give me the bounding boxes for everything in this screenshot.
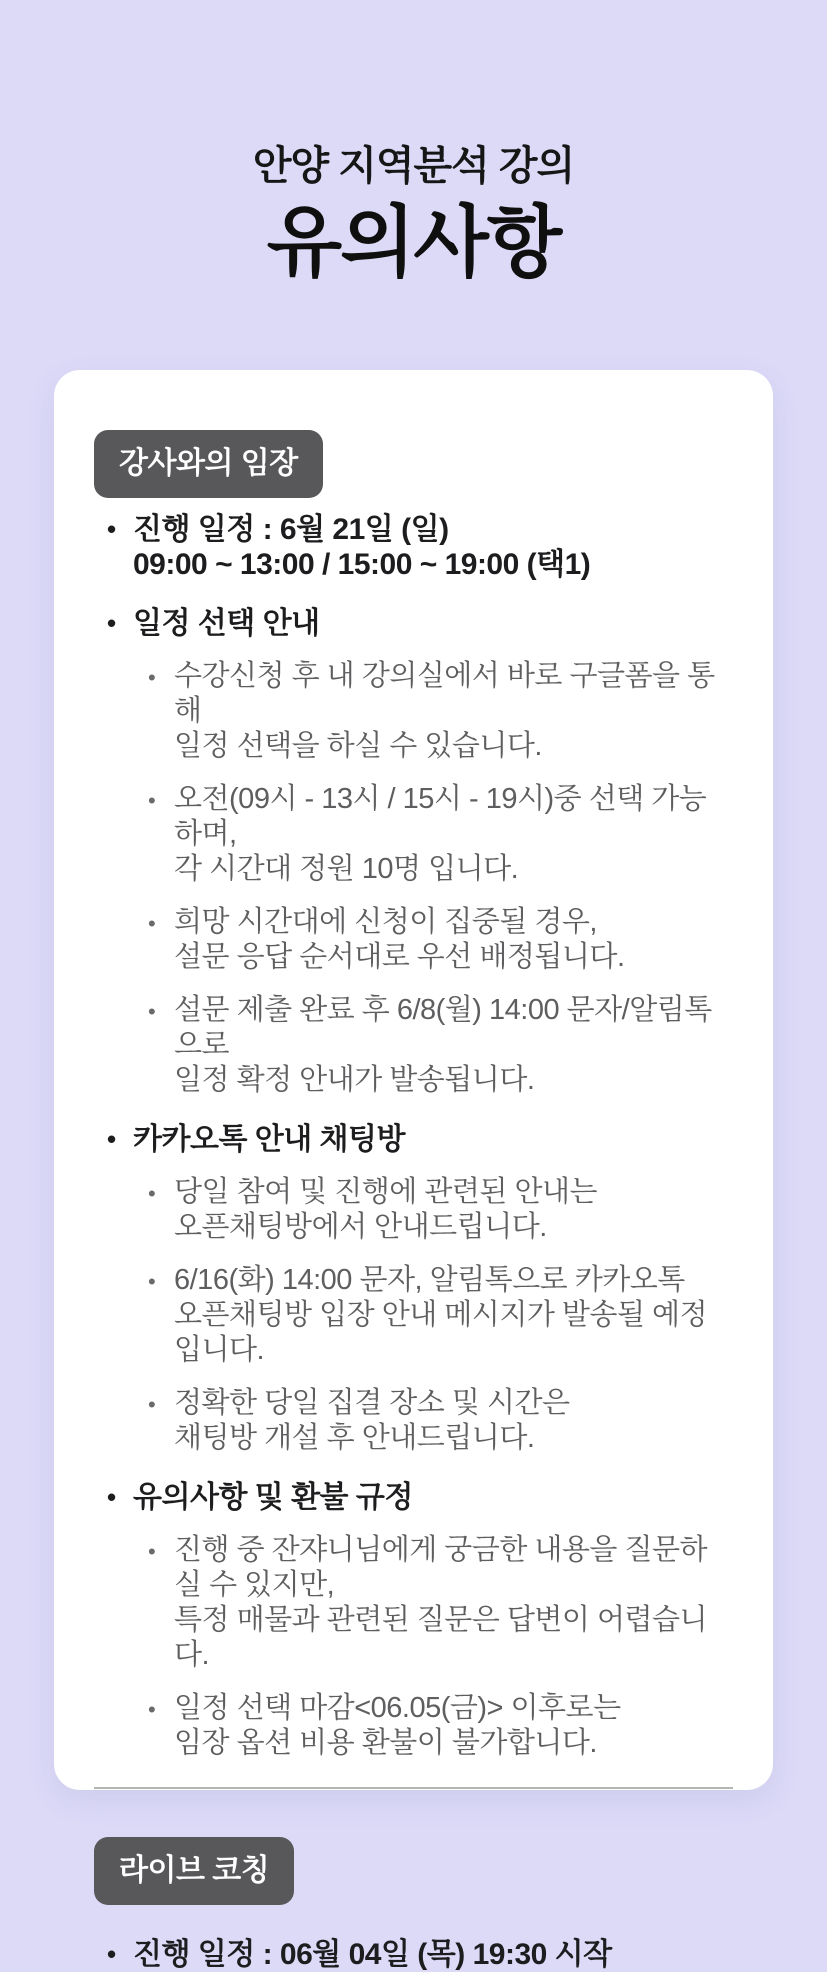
list-item: • 진행 중 잔쟈니님에게 궁금한 내용을 질문하실 수 있지만, 특정 매물과 관련된 질문은 답변이 어렵습니다. bbox=[136, 1533, 733, 1673]
schedule-line-1: • 진행 일정 : 06월 04일 (목) 19:30 시작 bbox=[133, 1938, 612, 1971]
section-badge-live-coaching: 라이브 코칭 bbox=[94, 1837, 294, 1905]
list-item-schedule bbox=[94, 1937, 733, 1972]
field-trip-list bbox=[94, 512, 733, 1761]
section-live-coaching bbox=[94, 1789, 733, 1972]
schedule-line-1: • 진행 일정 : 6월 21일 (일) bbox=[133, 513, 449, 546]
page-title: 유의사항 bbox=[266, 198, 561, 286]
group-refund-policy bbox=[94, 1480, 733, 1761]
sub-list bbox=[136, 1175, 733, 1456]
group-title: • 일정 선택 안내 bbox=[133, 607, 320, 640]
list-item: • 정확한 당일 집결 장소 및 시간은 채팅방 개설 후 안내드립니다. bbox=[136, 1386, 733, 1456]
list-item: • 설문 제출 완료 후 6/8(월) 14:00 문자/알림톡으로 일정 확정 안내가 발송됩니다. bbox=[136, 993, 733, 1098]
sub-list bbox=[136, 1533, 733, 1761]
list-item-schedule bbox=[94, 512, 733, 582]
list-item: • 당일 참여 및 진행에 관련된 안내는 오픈채팅방에서 안내드립니다. bbox=[136, 1175, 733, 1245]
group-schedule-selection bbox=[94, 606, 733, 1098]
page-header bbox=[0, 0, 827, 288]
list-item: • 6/16(화) 14:00 문자, 알림톡으로 카카오톡 오픈채팅방 입장 안내 메시지가 발송될 예정입니다. bbox=[136, 1263, 733, 1368]
group-title: • 카카오톡 안내 채팅방 bbox=[133, 1123, 405, 1156]
list-item: • 희망 시간대에 신청이 집중될 경우, 설문 응답 순서대로 우선 배정됩니다. bbox=[136, 905, 733, 975]
sub-list bbox=[136, 659, 733, 1098]
group-title: • 유의사항 및 환불 규정 bbox=[133, 1481, 413, 1514]
list-item: • 일정 선택 마감<06.05(금)> 이후로는 임장 옵션 비용 환불이 불가합니다. bbox=[136, 1691, 733, 1761]
schedule-line-2: 09:00 ~ 13:00 / 15:00 ~ 19:00 (택1) bbox=[133, 548, 591, 581]
notice-card bbox=[54, 370, 773, 1971]
group-kakaotalk-chatroom bbox=[94, 1122, 733, 1456]
section-badge-field-trip: 강사와의 임장 bbox=[94, 430, 323, 498]
list-item: • 수강신청 후 내 강의실에서 바로 구글폼을 통해 일정 선택을 하실 수 있습니다. bbox=[136, 659, 733, 764]
list-item: • 오전(09시 - 13시 / 15시 - 19시)중 선택 가능하며, 각 시간대 정원 10명 입니다. bbox=[136, 782, 733, 887]
section-instructor-field-trip bbox=[94, 430, 733, 1761]
live-coaching-list bbox=[94, 1937, 733, 1972]
lecture-subtitle: 안양 지역분석 강의 bbox=[252, 144, 575, 188]
